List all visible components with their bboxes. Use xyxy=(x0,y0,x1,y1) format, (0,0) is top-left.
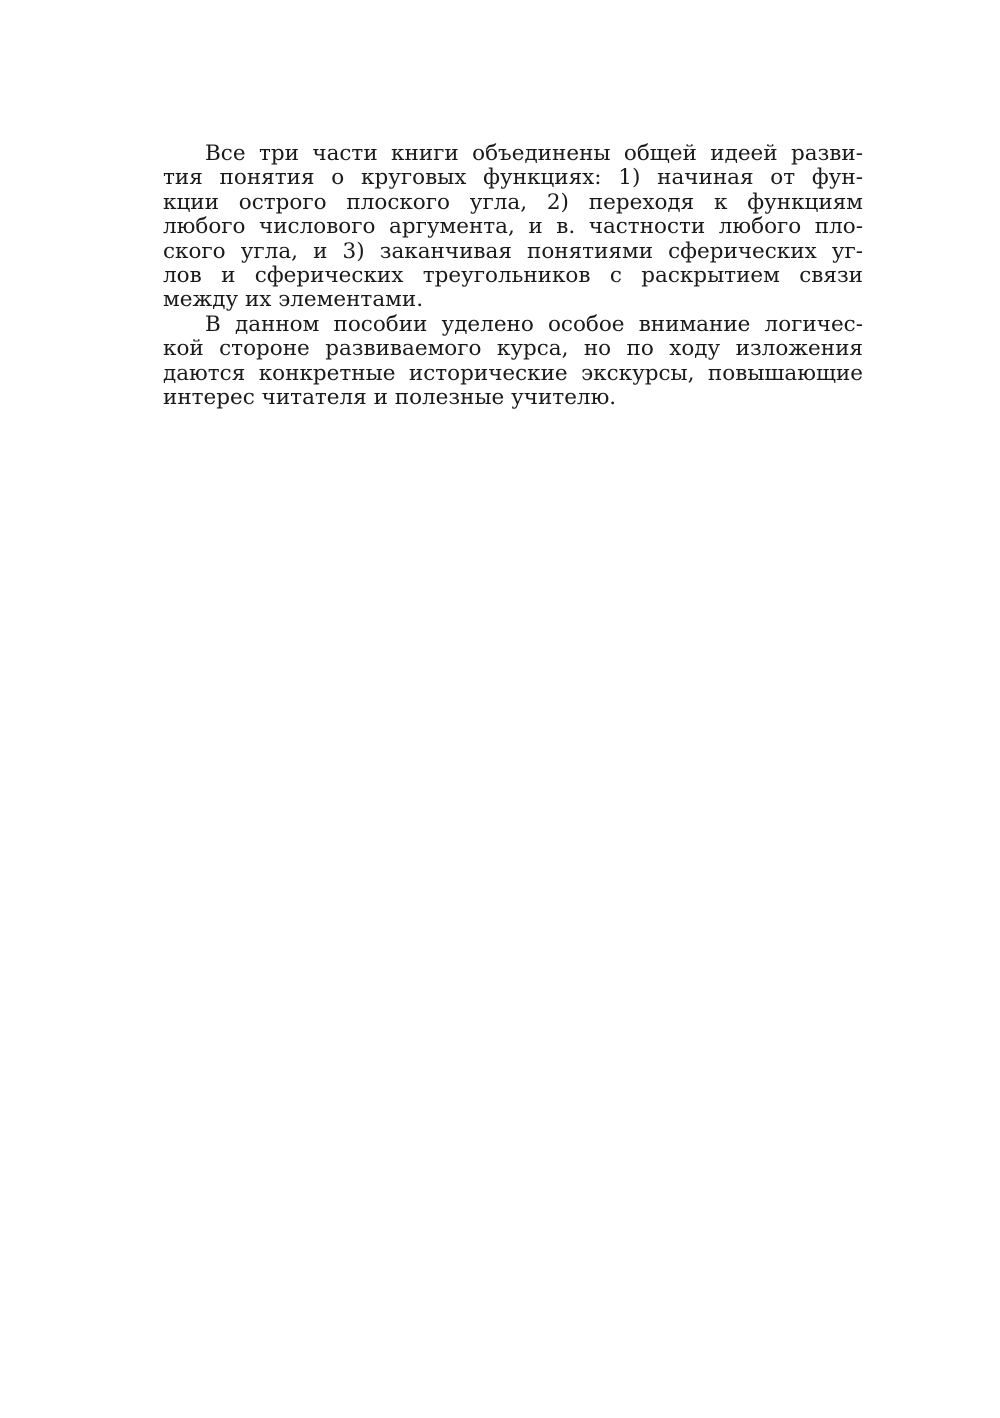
body-text xyxy=(163,142,863,410)
text-line: даются конкретные исторические экскурсы, повышающие xyxy=(163,360,863,386)
text-line: лов и сферических треугольников с раскрытием связи xyxy=(163,262,863,288)
text-line: любого числового аргумента, и в. частности любого пло- xyxy=(163,214,863,240)
text-line: ского угла, и 3) заканчивая понятиями сферических уг- xyxy=(163,238,863,264)
text-line: кции острого плоского угла, 2) переходя к функциям xyxy=(163,189,863,215)
text-line: между их элементами. xyxy=(163,287,424,313)
text-line: Все три части книги объединены общей идеей разви- xyxy=(205,141,863,166)
text-line: тия понятия о круговых функциях: 1) начиная от фун- xyxy=(163,165,863,191)
text-line: интерес читателя и полезные учителю. xyxy=(163,384,617,410)
text-line: кой стороне развиваемого курса, но по ходу изложения xyxy=(163,336,863,362)
text-line: В данном пособии уделено особое внимание логичес- xyxy=(205,311,863,337)
paragraph-1 xyxy=(163,142,863,313)
paragraph-2 xyxy=(163,313,863,411)
